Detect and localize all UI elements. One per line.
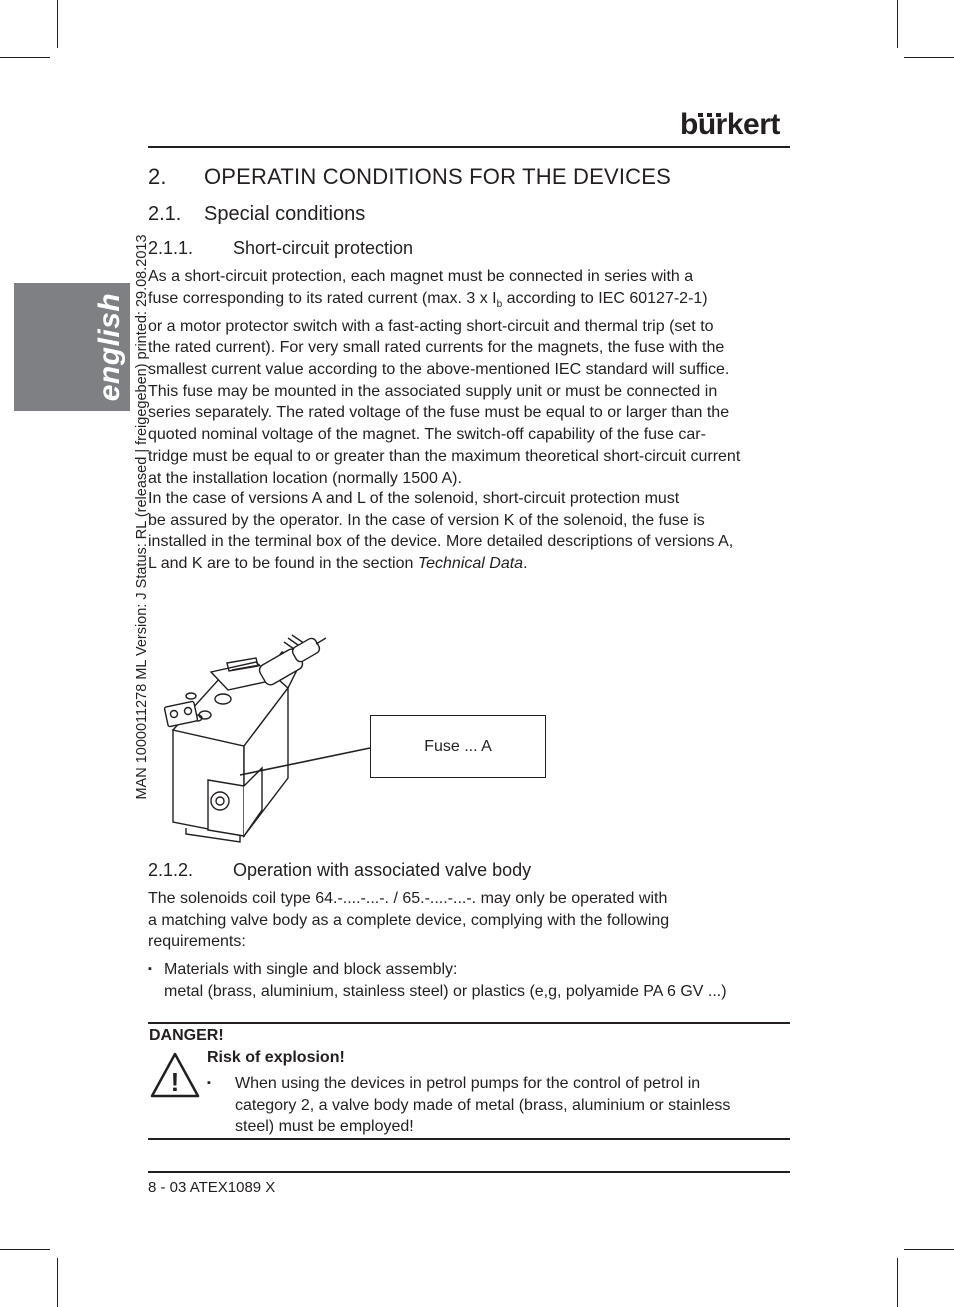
document-meta-vertical: MAN 1000011278 ML Version: J Status: RL (released | freigegeben) printed: 29.08.2013 — [134, 234, 150, 800]
danger-bullet — [207, 1073, 792, 1138]
valve-body-title: Operation with associated valve body — [233, 860, 532, 880]
para1-line-tail: according to IEC 60127-2-1) — [502, 289, 708, 307]
para1-line: This fuse may be mounted in the associated supply unit or must be connected in — [148, 382, 718, 400]
section-title: OPERATIN CONDITIONS FOR THE DEVICES — [204, 164, 672, 189]
valve-body-heading — [148, 860, 531, 881]
danger-top-rule — [148, 1022, 790, 1024]
para2-line: installed in the terminal box of the device. More detailed descriptions of versions A, — [148, 533, 734, 551]
crop-mark-top-left-v — [57, 0, 58, 48]
intro-line: The solenoids coil type 64.-....-...-. / 65.-....-...-. may only be operated with — [148, 890, 668, 907]
crop-mark-bottom-right-v — [897, 1258, 898, 1307]
fuse-callout-box — [370, 715, 546, 778]
para2-line: In the case of versions A and L of the solenoid, short-circuit protection must — [148, 490, 680, 507]
danger-bullet-text — [235, 1073, 792, 1138]
crop-mark-bottom-left-h — [0, 1249, 50, 1250]
crop-mark-top-right-v — [897, 0, 898, 48]
subsection-title: Special conditions — [204, 203, 366, 225]
para2-line — [148, 553, 793, 575]
para1-line: the rated current). For very small rated currents for the magnets, the fuse with the — [148, 339, 725, 357]
short-circuit-paragraph-1 — [148, 266, 793, 489]
subscript: b — [496, 298, 503, 310]
danger-bottom-rule — [148, 1138, 790, 1140]
short-circuit-title: Short-circuit protection — [233, 238, 414, 258]
danger-line: category 2, a valve body made of metal (brass, aluminium or stainless — [235, 1096, 731, 1114]
subsection-number: 2.1. — [148, 203, 182, 225]
short-circuit-paragraph-2 — [148, 488, 793, 575]
warning-triangle-icon — [149, 1051, 201, 1099]
crop-mark-bottom-right-h — [904, 1249, 954, 1250]
fuse-callout-label: Fuse ... A — [424, 737, 492, 755]
para2-last-prefix: L and K are to be found in the section — [148, 555, 418, 573]
subsection-heading — [148, 203, 365, 226]
short-circuit-heading — [148, 238, 413, 259]
burkert-logo — [680, 104, 790, 140]
crop-mark-top-left-h — [0, 57, 50, 58]
valve-body-number: 2.1.2. — [148, 860, 194, 880]
para1-line: smallest current value according to the above-mentioned IEC standard will suffice. — [148, 361, 730, 378]
valve-body-intro — [148, 888, 793, 953]
para2-last-suffix: . — [523, 555, 528, 573]
short-circuit-number: 2.1.1. — [148, 238, 194, 258]
para1-line — [148, 288, 793, 316]
risk-of-explosion: Risk of explosion! — [207, 1049, 345, 1066]
materials-bullet-text — [164, 959, 793, 1002]
technical-data-reference: Technical Data — [417, 555, 524, 573]
para1-line: or a motor protector switch with a fast-acting short-circuit and thermal trip (set to — [148, 317, 714, 335]
para1-line: series separately. The rated voltage of the fuse must be equal to or larger than the — [148, 404, 730, 422]
para2-line: be assured by the operator. In the case of version K of the solenoid, the fuse is — [148, 511, 705, 529]
section-number: 2. — [148, 164, 167, 189]
danger-line: steel) must be employed! — [235, 1118, 414, 1136]
logo-text: burkert — [680, 108, 780, 141]
intro-line: requirements: — [148, 933, 246, 951]
intro-line: a matching valve body as a complete device, complying with the following — [148, 911, 670, 929]
section-heading — [148, 164, 671, 190]
page-footer: 8 - 03 ATEX1089 X — [148, 1179, 276, 1196]
para1-line: quoted nominal voltage of the magnet. The switch-off capability of the fuse car- — [148, 426, 706, 444]
language-tab-label: english — [93, 292, 126, 402]
para1-line: As a short-circuit protection, each magnet must be connected in series with a — [148, 268, 694, 285]
para1-line: tridge must be equal to or greater than the maximum theoretical short-circuit current — [148, 447, 741, 465]
bullet-marker: ▪ — [207, 1077, 211, 1089]
danger-line: When using the devices in petrol pumps for the control of petrol in — [235, 1075, 701, 1092]
warning-glyph: ! — [170, 1067, 180, 1097]
para1-line-text: fuse corresponding to its rated current (max. 3 x I — [148, 289, 497, 307]
materials-bullet — [148, 959, 793, 1002]
bullet-line: Materials with single and block assembly: — [164, 961, 458, 978]
bullet-line: metal (brass, aluminium, stainless steel) or plastics (e,g, polyamide PA 6 GV ...) — [164, 982, 727, 1000]
crop-mark-top-right-h — [904, 57, 954, 58]
crop-mark-bottom-left-v — [57, 1258, 58, 1307]
para1-line: at the installation location (normally 1500 A). — [148, 469, 462, 487]
bullet-marker: ▪ — [148, 963, 152, 975]
footer-rule — [148, 1171, 790, 1173]
danger-title: DANGER! — [149, 1027, 224, 1044]
header-rule — [148, 146, 790, 148]
